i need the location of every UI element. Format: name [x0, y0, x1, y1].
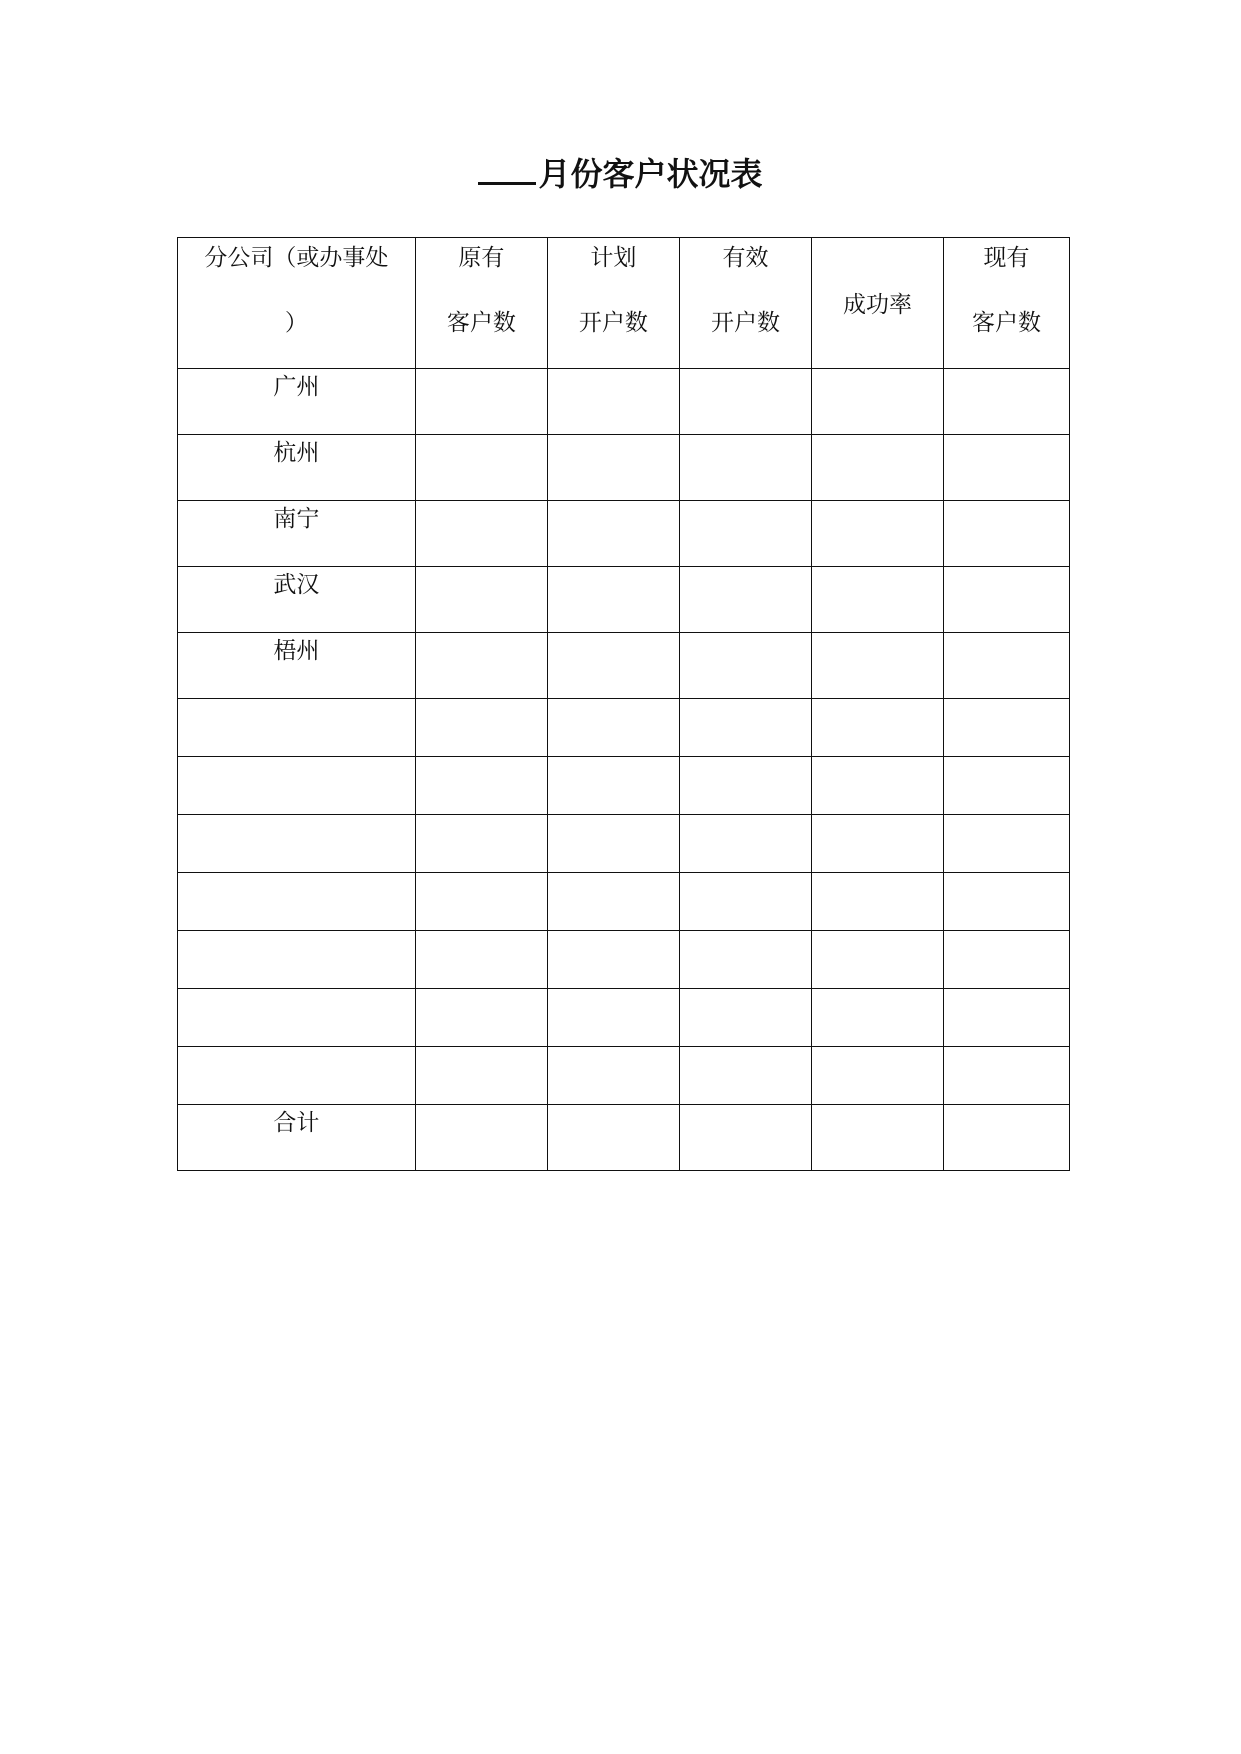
current-customers-cell[interactable] — [943, 567, 1069, 633]
branch-cell[interactable] — [178, 1047, 416, 1105]
header-current-line1: 现有 — [983, 245, 1030, 271]
effective-accounts-cell[interactable] — [679, 873, 811, 931]
original-customers-cell[interactable] — [415, 501, 547, 567]
current-customers-cell[interactable] — [943, 873, 1069, 931]
table-row — [178, 435, 1070, 501]
planned-accounts-cell[interactable] — [547, 989, 679, 1047]
header-branch-line1: 分公司（或办事处 — [204, 245, 389, 271]
total-original-customers-cell[interactable] — [415, 1105, 547, 1171]
table-row — [178, 1047, 1070, 1105]
original-customers-cell[interactable] — [415, 873, 547, 931]
effective-accounts-cell[interactable] — [679, 699, 811, 757]
header-planned-line2: 开户数 — [578, 310, 648, 336]
planned-accounts-cell[interactable] — [547, 931, 679, 989]
table-row — [178, 567, 1070, 633]
success-rate-cell[interactable] — [811, 873, 943, 931]
effective-accounts-cell[interactable] — [679, 989, 811, 1047]
table-row — [178, 757, 1070, 815]
current-customers-cell[interactable] — [943, 1047, 1069, 1105]
branch-cell[interactable] — [178, 815, 416, 873]
total-planned-accounts-cell[interactable] — [547, 1105, 679, 1171]
table-row — [178, 369, 1070, 435]
table-row — [178, 633, 1070, 699]
header-original-line2: 客户数 — [446, 310, 516, 336]
header-effective-accounts — [679, 238, 811, 369]
original-customers-cell[interactable] — [415, 633, 547, 699]
branch-cell[interactable] — [178, 567, 416, 633]
total-row — [178, 1105, 1070, 1171]
effective-accounts-cell[interactable] — [679, 931, 811, 989]
planned-accounts-cell[interactable] — [547, 369, 679, 435]
effective-accounts-cell[interactable] — [679, 757, 811, 815]
original-customers-cell[interactable] — [415, 989, 547, 1047]
original-customers-cell[interactable] — [415, 369, 547, 435]
header-branch-line2: ） — [284, 310, 308, 336]
month-blank-line[interactable] — [478, 152, 536, 185]
branch-label: 武汉 — [273, 572, 320, 598]
header-effective-line1: 有效 — [722, 245, 769, 271]
header-effective-line2: 开户数 — [710, 310, 780, 336]
header-original-customers — [415, 238, 547, 369]
current-customers-cell[interactable] — [943, 435, 1069, 501]
planned-accounts-cell[interactable] — [547, 633, 679, 699]
current-customers-cell[interactable] — [943, 989, 1069, 1047]
branch-label: 南宁 — [273, 506, 320, 532]
branch-label: 广州 — [273, 374, 320, 400]
branch-cell[interactable] — [178, 931, 416, 989]
total-label: 合计 — [273, 1110, 320, 1136]
current-customers-cell[interactable] — [943, 369, 1069, 435]
header-row — [178, 238, 1070, 369]
table-row — [178, 989, 1070, 1047]
current-customers-cell[interactable] — [943, 931, 1069, 989]
table-row — [178, 699, 1070, 757]
total-effective-accounts-cell[interactable] — [679, 1105, 811, 1171]
total-current-customers-cell[interactable] — [943, 1105, 1069, 1171]
planned-accounts-cell[interactable] — [547, 1047, 679, 1105]
table-row — [178, 501, 1070, 567]
effective-accounts-cell[interactable] — [679, 1047, 811, 1105]
table-row — [178, 873, 1070, 931]
current-customers-cell[interactable] — [943, 815, 1069, 873]
planned-accounts-cell[interactable] — [547, 501, 679, 567]
success-rate-cell[interactable] — [811, 435, 943, 501]
effective-accounts-cell[interactable] — [679, 435, 811, 501]
current-customers-cell[interactable] — [943, 633, 1069, 699]
current-customers-cell[interactable] — [943, 699, 1069, 757]
original-customers-cell[interactable] — [415, 567, 547, 633]
header-success-rate — [811, 238, 943, 369]
original-customers-cell[interactable] — [415, 757, 547, 815]
success-rate-cell[interactable] — [811, 815, 943, 873]
planned-accounts-cell[interactable] — [547, 757, 679, 815]
total-label-cell[interactable] — [178, 1105, 416, 1171]
planned-accounts-cell[interactable] — [547, 435, 679, 501]
original-customers-cell[interactable] — [415, 931, 547, 989]
planned-accounts-cell[interactable] — [547, 873, 679, 931]
header-branch — [178, 238, 416, 369]
header-planned-line1: 计划 — [590, 245, 637, 271]
success-rate-cell[interactable] — [811, 699, 943, 757]
planned-accounts-cell[interactable] — [547, 815, 679, 873]
page-title-text: 月份客户状况表 — [538, 155, 763, 193]
branch-cell[interactable] — [178, 873, 416, 931]
header-success-rate-label: 成功率 — [842, 292, 912, 318]
original-customers-cell[interactable] — [415, 699, 547, 757]
branch-cell[interactable] — [178, 369, 416, 435]
success-rate-cell[interactable] — [811, 757, 943, 815]
effective-accounts-cell[interactable] — [679, 567, 811, 633]
effective-accounts-cell[interactable] — [679, 501, 811, 567]
customer-status-table — [177, 237, 1070, 1171]
effective-accounts-cell[interactable] — [679, 369, 811, 435]
branch-cell[interactable] — [178, 757, 416, 815]
branch-cell[interactable] — [178, 989, 416, 1047]
success-rate-cell[interactable] — [811, 931, 943, 989]
planned-accounts-cell[interactable] — [547, 699, 679, 757]
branch-cell[interactable] — [178, 435, 416, 501]
current-customers-cell[interactable] — [943, 757, 1069, 815]
header-original-line1: 原有 — [458, 245, 505, 271]
success-rate-cell[interactable] — [811, 633, 943, 699]
original-customers-cell[interactable] — [415, 435, 547, 501]
page-title — [0, 152, 1241, 194]
branch-cell[interactable] — [178, 501, 416, 567]
success-rate-cell[interactable] — [811, 1047, 943, 1105]
branch-label: 梧州 — [273, 638, 320, 664]
branch-cell[interactable] — [178, 633, 416, 699]
original-customers-cell[interactable] — [415, 1047, 547, 1105]
header-planned-accounts — [547, 238, 679, 369]
success-rate-cell[interactable] — [811, 501, 943, 567]
total-success-rate-cell[interactable] — [811, 1105, 943, 1171]
branch-cell[interactable] — [178, 699, 416, 757]
planned-accounts-cell[interactable] — [547, 567, 679, 633]
effective-accounts-cell[interactable] — [679, 815, 811, 873]
branch-label: 杭州 — [273, 440, 320, 466]
header-current-customers — [943, 238, 1069, 369]
success-rate-cell[interactable] — [811, 369, 943, 435]
table-row — [178, 931, 1070, 989]
success-rate-cell[interactable] — [811, 567, 943, 633]
current-customers-cell[interactable] — [943, 501, 1069, 567]
table-row — [178, 815, 1070, 873]
success-rate-cell[interactable] — [811, 989, 943, 1047]
effective-accounts-cell[interactable] — [679, 633, 811, 699]
original-customers-cell[interactable] — [415, 815, 547, 873]
header-current-line2: 客户数 — [971, 310, 1041, 336]
